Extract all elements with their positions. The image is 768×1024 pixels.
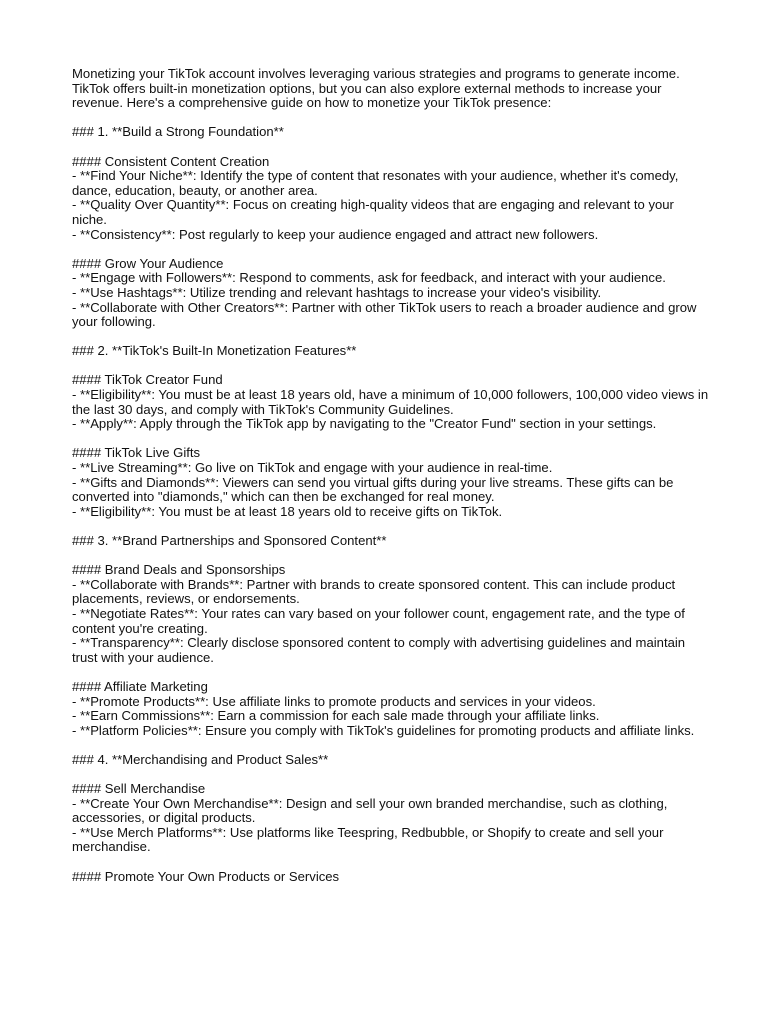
list-item: - **Promote Products**: Use affiliate links to promote products and services in your videos.	[72, 693, 596, 709]
list-item: - **Quality Over Quantity**: Focus on creating high-quality videos that are engaging and relevant to your niche.	[72, 197, 674, 227]
subsection	[72, 373, 712, 431]
document-page	[72, 67, 712, 899]
section-heading: ### 3. **Brand Partnerships and Sponsored Content**	[72, 533, 387, 548]
subsection	[72, 782, 712, 855]
subsection-heading: #### Affiliate Marketing	[72, 678, 208, 694]
section-heading: ### 4. **Merchandising and Product Sales**	[72, 751, 329, 767]
list-item: - **Find Your Niche**: Identify the type of content that resonates with your audience, whether it's comedy, dance, education, beauty, or another area.	[72, 168, 679, 198]
intro-paragraph: Monetizing your TikTok account involves leveraging various strategies and programs to generate income. TikTok offers built-in monetization options, but you can also explore external methods to increase your revenue. Here's a comprehensive guide on how to monetize your TikTok presence:	[72, 66, 680, 111]
list-item: - **Use Merch Platforms**: Use platforms like Teespring, Redbubble, or Shopify to create and sell your merchandise.	[72, 824, 664, 855]
subsection-heading: #### Sell Merchandise	[72, 781, 206, 797]
subsection	[72, 563, 712, 665]
list-item: - **Eligibility**: You must be at least 18 years old, have a minimum of 10,000 followers, 100,000 video views in the last 30 days, and comply with TikTok's Community Guidelines.	[72, 387, 709, 417]
list-item: - **Engage with Followers**: Respond to comments, ask for feedback, and interact with your audience.	[72, 270, 666, 286]
list-item: - **Gifts and Diamonds**: Viewers can send you virtual gifts during your live streams. These gifts can be converted into "diamonds," which can then be exchanged for real money.	[72, 474, 674, 505]
subsection-heading: #### Consistent Content Creation	[72, 153, 270, 169]
list-item: - **Earn Commissions**: Earn a commission for each sale made through your affiliate links.	[72, 708, 600, 724]
subsection	[72, 155, 712, 243]
section-heading: ### 1. **Build a Strong Foundation**	[72, 124, 284, 140]
subsection-heading: #### TikTok Creator Fund	[72, 372, 223, 388]
subsection	[72, 446, 712, 519]
list-item: - **Live Streaming**: Go live on TikTok and engage with your audience in real-time.	[72, 460, 553, 476]
list-item: - **Eligibility**: You must be at least 18 years old to receive gifts on TikTok.	[72, 503, 503, 519]
list-item: - **Platform Policies**: Ensure you comply with TikTok's guidelines for promoting products and affiliate links.	[72, 722, 695, 738]
list-item: - **Collaborate with Brands**: Partner with brands to create sponsored content. This can include product placements, reviews, or endorsements.	[72, 576, 676, 607]
subsection-heading: #### Grow Your Audience	[72, 255, 224, 271]
list-item: - **Consistency**: Post regularly to keep your audience engaged and attract new followers.	[72, 226, 599, 242]
subsection	[72, 680, 712, 738]
list-item: - **Create Your Own Merchandise**: Design and sell your own branded merchandise, such as clothing, accessories, or digital products.	[72, 795, 668, 826]
subsection	[72, 870, 712, 885]
list-item: - **Apply**: Apply through the TikTok app by navigating to the "Creator Fund" section in your settings.	[72, 416, 657, 432]
subsection	[72, 257, 712, 330]
section-heading: ### 2. **TikTok's Built-In Monetization Features**	[72, 343, 357, 359]
list-item: - **Use Hashtags**: Utilize trending and relevant hashtags to increase your video's visibility.	[72, 284, 602, 300]
subsection-heading: #### TikTok Live Gifts	[72, 445, 201, 461]
subsection-heading: #### Promote Your Own Products or Services	[72, 868, 340, 884]
subsection-heading: #### Brand Deals and Sponsorships	[72, 562, 286, 578]
list-item: - **Transparency**: Clearly disclose sponsored content to comply with advertising guidelines and maintain trust with your audience.	[72, 635, 686, 665]
list-item: - **Collaborate with Other Creators**: Partner with other TikTok users to reach a broader audience and grow your following.	[72, 299, 697, 330]
list-item: - **Negotiate Rates**: Your rates can vary based on your follower count, engagement rate, and the type of content you're creating.	[72, 605, 685, 636]
